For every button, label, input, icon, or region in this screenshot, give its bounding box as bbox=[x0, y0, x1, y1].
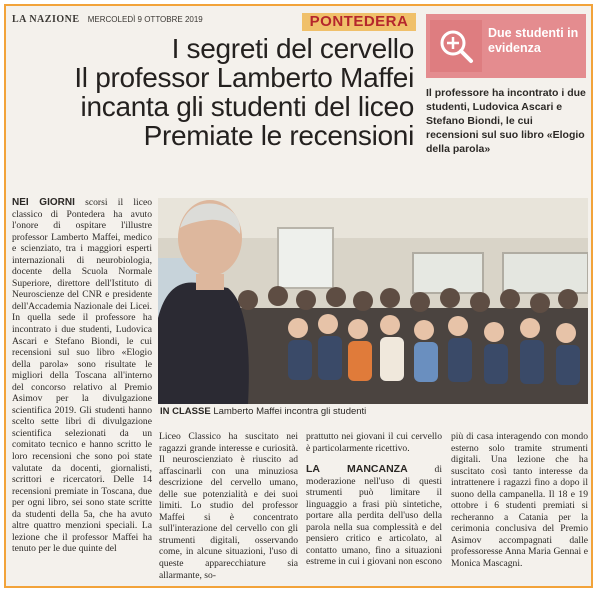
photo-caption bbox=[160, 406, 588, 417]
highlight-box bbox=[426, 14, 586, 78]
newspaper-logo: LA NAZIONE bbox=[12, 14, 80, 25]
article-text: prattutto nei giovani il cui cervello è particolarmente ricettivo. bbox=[306, 431, 442, 454]
headline-line: Premiate le recensioni bbox=[143, 120, 414, 151]
classroom-photo bbox=[158, 198, 588, 404]
article-text: scorsi il liceo classico di Pontedera ha avuto l'onore di ospitare l'illustre professor Lamberto Maffei, medico e scienziato, tra i maggiori esperti internazionali di neurobiologia, docente della Scuola Normale Superiore, direttore dell'Istituto di Neuroscienze del CNR e presidente dell'Accademia Nazionale dei Licei. In quella sede il professore ha incontrato i due studenti, Ludovica Ascari e Stefano Biondi, le cui recensioni sul suo libro «Elogio della parola» sono risultate le migliori della Toscana all'interno del concorso relativo al Premio Asimov per la divulgazione scientifica 2019. Gli studenti hanno scelto sette libri di divulgazione scientifica selezionati da un comitato tecnico e hanno scritto le loro recensioni che sono poi state valutate da docenti, giornalisti, scrittori e ricercatori. Delle 14 recensioni premiate in Toscana, due per ogni libro, sei sono state scritte da studenti della 5a, che ha avuto altre quattro menzioni speciali. La lezione che il professor Maffei ha tenuto per le due quinte del bbox=[12, 197, 152, 555]
article-text: Liceo Classico ha suscitato nei ragazzi grande interesse e curiosità. Il neuroscienziato è riuscito ad affascinarli con una minuziosa descrizione del cervello umano, delle sue potenzialità e dei suoi limiti. Lo studio del professor Maffei si è concentrato sull'interazione del cervello con gli strumenti digitali, osservando come, in alcune situazioni, l'uso di queste apparecchiature sia allarmante, so- bbox=[159, 431, 298, 581]
highlight-box-text: Il professore ha incontrato i due studenti, Ludovica Ascari e Stefano Biondi, le cui recensioni sul suo libro «Elogio della parola» bbox=[426, 87, 586, 155]
article-column-1 bbox=[12, 197, 152, 585]
article-column-4 bbox=[451, 431, 588, 587]
article-column-2 bbox=[159, 431, 298, 587]
newspaper-clipping bbox=[4, 4, 593, 588]
caption-label: IN CLASSE bbox=[160, 406, 211, 417]
article-text: più di casa interagendo con mondo esterno solo tramite strumenti digitali. Una lezione che ha suscitato così tanto interesse da intrattenere i ragazzi fino a dopo il suono della campanella. Il 18 e 19 ottobre i 6 studenti premiati si recheranno a Catania per la cerimonia conclusiva del Premio Asimov accompagnati dalle professoresse Anna Maria Gennai e Monica Mascagni. bbox=[451, 431, 588, 570]
headline-line: incanta gli studenti del liceo bbox=[80, 91, 414, 122]
caption-text: Lamberto Maffei incontra gli studenti bbox=[213, 406, 367, 417]
masthead bbox=[12, 14, 312, 28]
article-text: di moderazione nell'uso di questi strumenti può limitare il linguaggio a frasi più sintetiche, portare alla perdita dell'uso della parola nella sua complessità e del pensiero critico e articolato, al contatto umano, fino a situazioni estreme in cui i giovani non escono bbox=[306, 464, 442, 568]
article-column-3 bbox=[306, 431, 442, 587]
section-label: PONTEDERA bbox=[302, 13, 416, 31]
article-lead: NEI GIORNI bbox=[12, 197, 75, 208]
issue-date: MERCOLEDÌ 9 OTTOBRE 2019 bbox=[87, 15, 203, 24]
highlight-box-title: Due studenti in evidenza bbox=[488, 26, 579, 55]
article-headline bbox=[14, 34, 414, 150]
magnifier-plus-icon bbox=[430, 20, 482, 72]
article-subhead: LA MANCANZA bbox=[306, 463, 408, 476]
headline-line: I segreti del cervello bbox=[171, 33, 414, 64]
headline-line: Il professor Lamberto Maffei bbox=[74, 62, 414, 93]
